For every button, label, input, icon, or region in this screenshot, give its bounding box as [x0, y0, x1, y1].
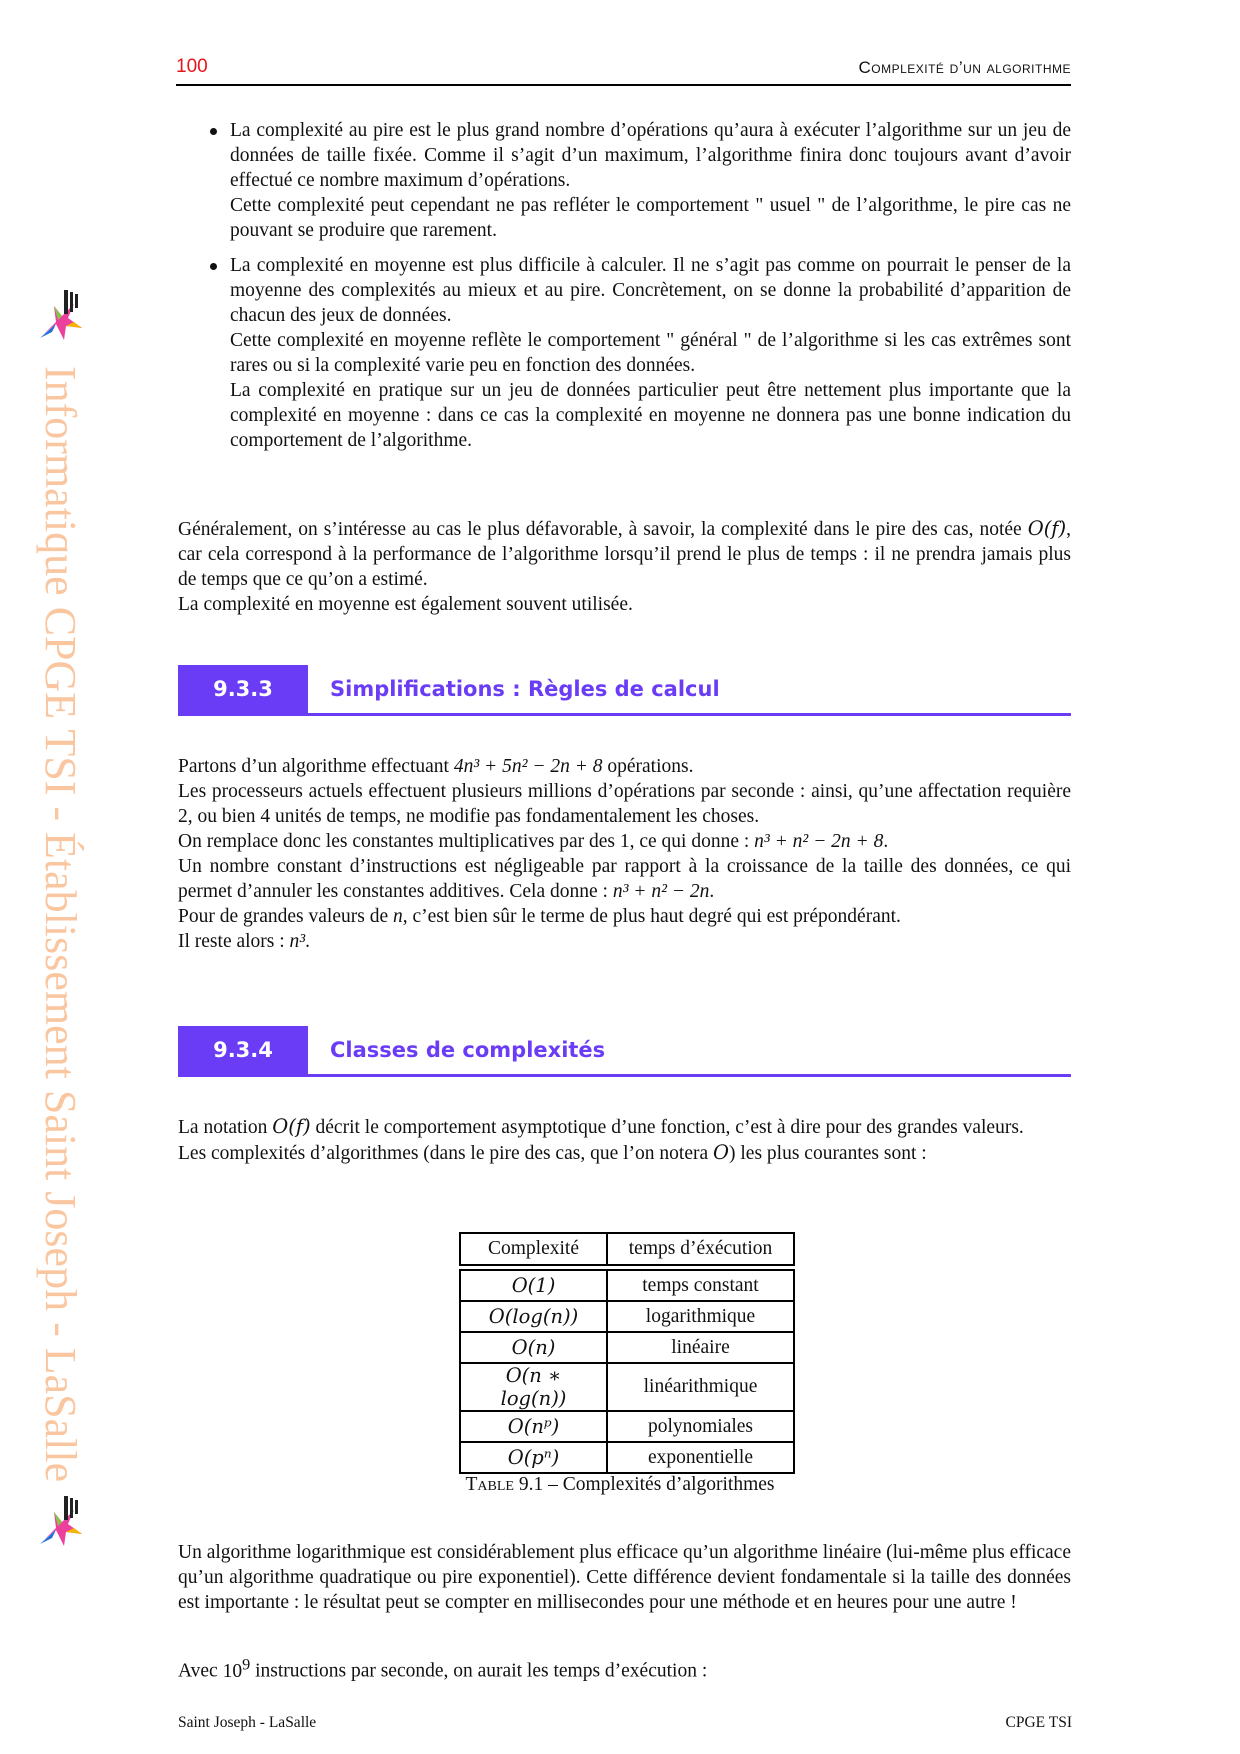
side-watermark — [30, 366, 90, 1483]
page-header — [176, 54, 1071, 86]
execution-time-intro: Avec $10^9$ instructions par seconde, on aurait les temps d’exécution : — [178, 1655, 708, 1682]
running-title: Complexité d’un algorithme — [858, 58, 1071, 77]
section-heading-9-3-4 — [178, 1026, 1071, 1077]
bullet-text: La complexité en pratique sur un jeu de données particulier peut être nettement plus importante que la complexité en moyenne : dans ce cas la complexité en moyenne ne donnera pas une bonne indication du comportement de l’algorithme. — [230, 380, 1071, 451]
complexity-bullet-list — [178, 118, 1071, 463]
table-row — [460, 1301, 794, 1332]
list-item-average-case — [178, 253, 1071, 453]
school-logo-bottom — [34, 1490, 90, 1552]
table-cell: O(pⁿ) — [460, 1442, 607, 1473]
bullet-text: Cette complexité en moyenne reflète le comportement " général " de l’algorithme si les cas extrêmes sont rares ou si la complexité varie peu en fonction des données. — [230, 330, 1071, 376]
table-cell: exponentielle — [607, 1442, 794, 1473]
page-number: 100 — [176, 56, 208, 77]
table-caption: Table 9.1 – Complexités d’algorithmes — [465, 1474, 775, 1495]
school-logo-top — [34, 284, 90, 346]
closing-paragraph — [178, 1540, 1071, 1615]
table-cell: O(n) — [460, 1332, 607, 1363]
table-row — [460, 1332, 794, 1363]
bullet-text: La complexité au pire est le plus grand nombre d’opérations qu’aura à exécuter l’algorithme sur un jeu de données de taille fixée. Comme il s’agit d’un maximum, l’algorithme finira donc toujours avant d’avoir effectué ce nombre maximum d’opérations. — [230, 120, 1071, 191]
table-row — [460, 1411, 794, 1442]
paragraph: Les processeurs actuels effectuent plusieurs millions d’opérations par seconde : ainsi, qu’une affectation requière 2, ou bien 4 unités de temps, ne modifie pas fondamentalement les choses. — [178, 781, 1071, 827]
list-item-worst-case — [178, 118, 1071, 243]
math-expression: n³ — [289, 931, 306, 952]
table-cell: O(log(n)) — [460, 1301, 607, 1332]
simplifications-body: Partons d’un algorithme effectuant 4n³ + 5n² − 2n + 8 opérations. Les processeurs actuels effectuent plusieurs millions d’opérations par seconde : ainsi, qu’une affectation requière 2, ou bien 4 unités de temps, ne modifie pas fondamentalement les choses. On remplace donc les constantes multiplicatives par des 1, ce qui donne : n³ + n² − 2n + 8. Un nombre constant d’instructions est négligeable par rapport à la croissance de la taille des données, ce qui permet d’annuler les constantes additives. Cela donne : n³ + n² − 2n. Pour de grandes valeurs de n, c’est bien sûr le terme de plus haut degré qui est prépondérant. Il reste alors : n³. — [178, 756, 1071, 952]
section-title: Classes de complexités — [330, 1038, 606, 1062]
column-header: temps d’éxécution — [607, 1233, 794, 1265]
table-row — [460, 1442, 794, 1473]
complexity-table — [459, 1232, 795, 1474]
bullet-icon — [210, 128, 217, 135]
table-cell: O(1) — [460, 1270, 607, 1301]
section-heading-9-3-3 — [178, 665, 1071, 716]
watermark-text: Informatique CPGE TSI - Établissement Saint Joseph - LaSalle — [36, 366, 85, 1483]
section-title: Simplifications : Règles de calcul — [330, 677, 720, 701]
table-cell: O(n ∗ log(n)) — [460, 1363, 607, 1411]
table-cell: linéaire — [607, 1332, 794, 1363]
paragraph: La complexité en moyenne est également souvent utilisée. — [178, 594, 633, 615]
paragraph: Généralement, on s’intéresse au cas le plus défavorable, à savoir, la complexité dans le pire des cas, notée O(f), car cela correspond à la performance de l’algorithme lorsqu’il prend le plus de temps : il ne prendra jamais plus de temps que ce qu’on a estimé. — [178, 517, 1071, 590]
footer-school: Saint Joseph - LaSalle — [178, 1714, 317, 1731]
math-expression: O(f) — [1027, 517, 1067, 540]
table-cell: polynomiales — [607, 1411, 794, 1442]
math-expression: n³ + n² − 2n + 8 — [754, 831, 884, 852]
bullet-icon — [210, 263, 217, 270]
table-cell: temps constant — [607, 1270, 794, 1301]
table-row — [460, 1270, 794, 1301]
table-header-row — [460, 1233, 794, 1265]
general-paragraph — [178, 516, 1071, 617]
math-expression: O — [713, 1141, 729, 1164]
section-number: 9.3.4 — [178, 1026, 308, 1074]
classes-body: La notation O(f) décrit le comportement asymptotique d’une fonction, c’est à dire pour des grandes valeurs. Les complexités d’algorithmes (dans le pire des cas, que l’on notera O) les plus courantes sont : — [178, 1115, 1024, 1164]
math-expression: n — [392, 906, 403, 927]
table-cell: linéarithmique — [607, 1363, 794, 1411]
bullet-text: La complexité en moyenne est plus difficile à calculer. Il ne s’agit pas comme on pourrait le penser de la moyenne des complexités au mieux et au pire. Concrètement, on se donne la probabilité d’apparition de chacun des jeux de données. — [230, 255, 1071, 326]
math-expression: n³ + n² − 2n — [612, 881, 710, 902]
math-expression: O(f) — [272, 1115, 311, 1138]
math-expression: $10^9$ — [222, 1655, 251, 1682]
paragraph: Un algorithme logarithmique est considérablement plus efficace qu’un algorithme linéaire (lui-même plus efficace qu’un algorithme quadratique ou pire exponentiel). Cette différence devient fondamentale si la taille des données est importante : le résultat peut se compter en millisecondes pour une méthode et en heures pour une autre ! — [178, 1542, 1071, 1613]
table-row — [460, 1363, 794, 1411]
section-number: 9.3.3 — [178, 665, 308, 713]
footer-class: CPGE TSI — [1005, 1714, 1072, 1731]
bullet-text: Cette complexité peut cependant ne pas refléter le comportement " usuel " de l’algorithme, le pire cas ne pouvant se produire que rarement. — [230, 195, 1071, 241]
table-cell: O(nᵖ) — [460, 1411, 607, 1442]
column-header: Complexité — [460, 1233, 607, 1265]
math-expression: 4n³ + 5n² − 2n + 8 — [453, 756, 603, 777]
table-cell: logarithmique — [607, 1301, 794, 1332]
